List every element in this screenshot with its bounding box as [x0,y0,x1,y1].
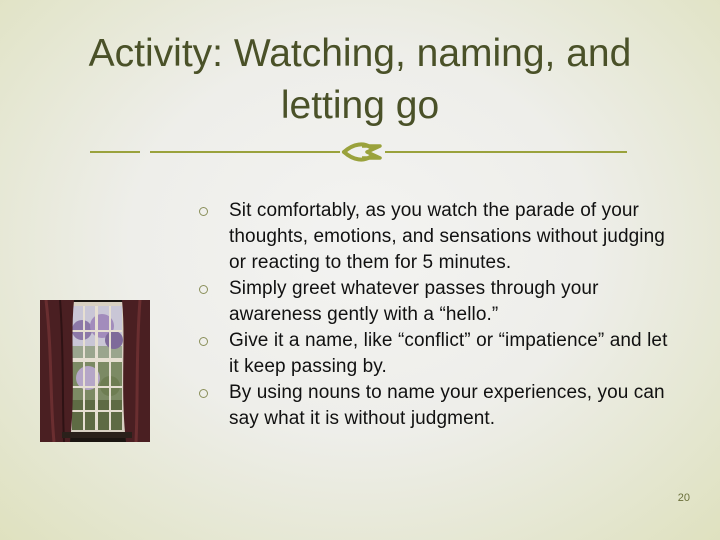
bullet-list [199,198,669,432]
bullet-text: By using nouns to name your experiences, you can say what it is without judgment. [229,382,665,429]
open-circle-bullet-icon [199,207,208,216]
bullet-text: Give it a name, like “conflict” or “impatience” and let it keep passing by. [229,330,668,377]
page-number: 20 [677,492,690,504]
open-circle-bullet-icon [199,337,208,346]
bullet-item [199,380,669,432]
open-circle-bullet-icon [199,389,208,398]
bullet-text: Sit comfortably, as you watch the parade of your thoughts, emotions, and sensations without judging or reacting to them for 5 minutes. [229,200,665,273]
flourish-icon [340,137,384,167]
bullet-text: Simply greet whatever passes through your awareness gently with a “hello.” [229,278,599,325]
divider-line-right [385,151,627,153]
open-circle-bullet-icon [199,285,208,294]
window-photo [40,300,150,442]
divider-line-short [90,151,140,153]
bullet-item [199,328,669,380]
bullet-item [199,198,669,276]
window-image [40,300,150,442]
bullet-item [199,276,669,328]
slide-title: Activity: Watching, naming, and letting go [88,32,632,127]
divider-line-left [150,151,340,153]
